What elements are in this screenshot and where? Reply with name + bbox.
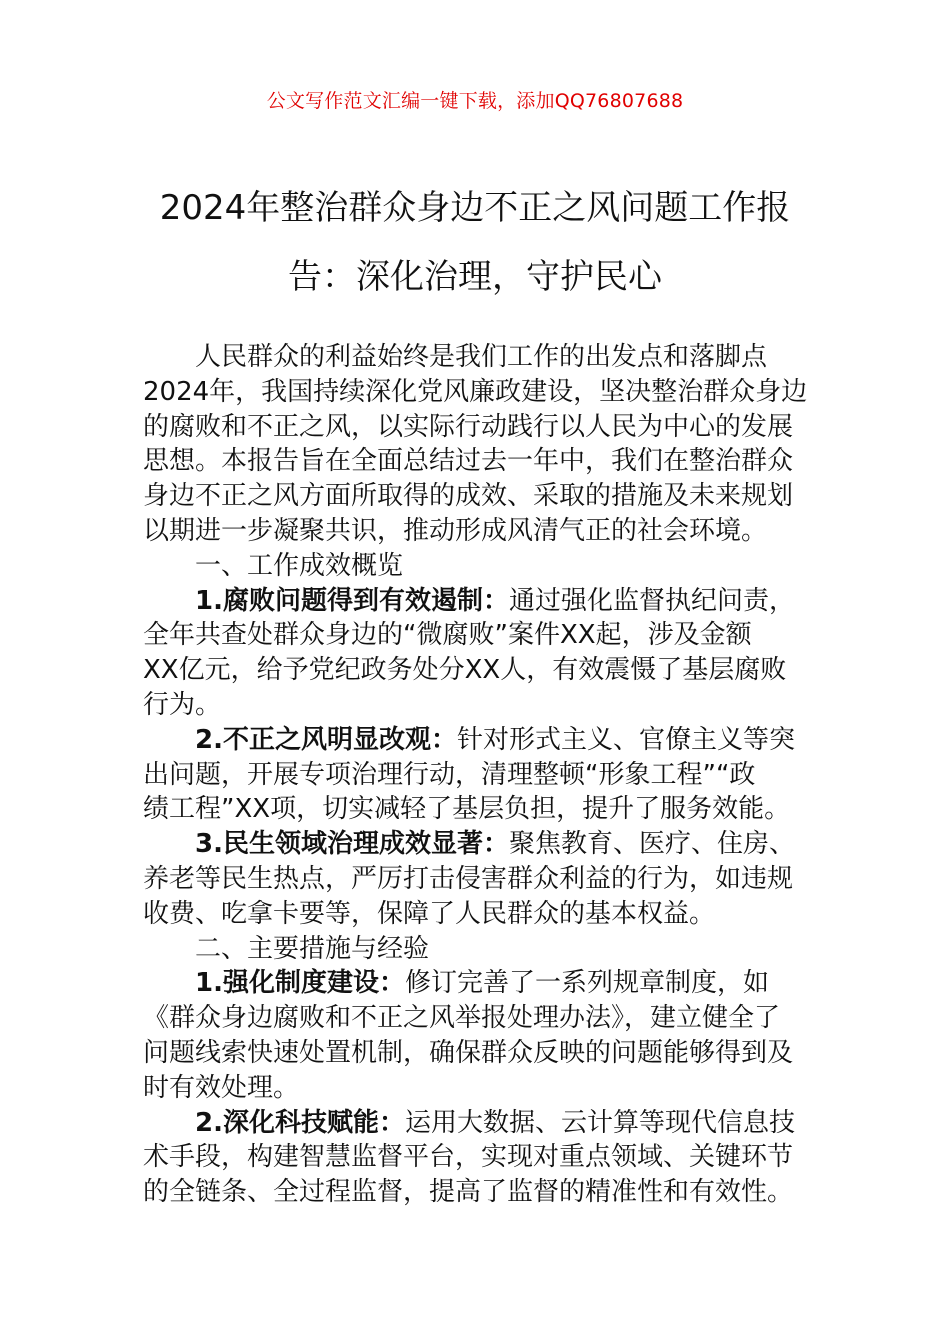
s1-item1-line: 行为。: [143, 689, 222, 720]
s1-item2-first-line: [143, 723, 809, 758]
document-title-line-2: 告：深化治理，守护民心: [288, 257, 662, 297]
s2-item2-lead: 2.深化科技赋能：: [195, 1107, 405, 1138]
s1-item3-line: 养老等民生热点，严厉打击侵害群众利益的行为，如违规: [143, 863, 794, 894]
s2-item1-first-line: [143, 966, 809, 1001]
s2-item1-line: 时有效处理。: [143, 1072, 300, 1103]
s1-item3-text: 聚焦教育、医疗、住房、: [508, 829, 795, 860]
section-heading-2: 二、主要措施与经验: [195, 933, 430, 964]
s2-item2-line: 术手段，构建智慧监督平台，实现对重点领域、关键环节: [143, 1142, 794, 1173]
s1-item2-lead: 2.不正之风明显改观：: [195, 724, 457, 755]
s1-item1-line: XX亿元，给予党纪政务处分XX人，有效震慑了基层腐败: [143, 655, 787, 686]
intro-line: 思想。本报告旨在全面总结过去一年中，我们在整治群众: [143, 446, 794, 477]
s2-item1-line: 问题线索快速处置机制，确保群众反映的问题能够得到及: [143, 1037, 794, 1068]
s1-item3-first-line: [143, 827, 809, 862]
s1-item1-line: 全年共查处群众身边的“微腐败”案件XX起，涉及金额: [143, 620, 752, 651]
s1-item3-lead: 3.民生领域治理成效显著：: [195, 829, 509, 860]
s1-item1-text: 通过强化监督执纪问责，: [508, 585, 795, 616]
s1-item2-line: 绩工程”XX项，切实减轻了基层负担，提升了服务效能。: [143, 794, 791, 825]
s2-item2-line: 的全链条、全过程监督，提高了监督的精准性和有效性。: [143, 1177, 794, 1208]
document-title-line-1: 2024年整治群众身边不正之风问题工作报: [159, 188, 791, 228]
s1-item1-first-line: [143, 584, 809, 619]
s2-item2-first-line: [143, 1106, 809, 1141]
s2-item1-text: 修订完善了一系列规章制度，如: [404, 968, 769, 999]
s1-item2-line: 出问题，开展专项治理行动，清理整顿“形象工程”“政: [143, 759, 756, 790]
intro-line: 人民群众的利益始终是我们工作的出发点和落脚点: [195, 342, 768, 372]
header-note: 公文写作范文汇编一键下载，添加QQ76807688: [266, 90, 684, 112]
s2-item1-line: 《群众身边腐败和不正之风举报处理办法》，建立健全了: [143, 1003, 781, 1034]
s1-item2-text: 针对形式主义、官僚主义等突: [456, 724, 795, 755]
s1-item1-lead: 1.腐败问题得到有效遏制：: [195, 585, 509, 616]
intro-line: 以期进一步凝聚共识，推动形成风清气正的社会环境。: [143, 515, 768, 546]
intro-line: 身边不正之风方面所取得的成效、采取的措施及未来规划: [143, 481, 794, 512]
s1-item3-line: 收费、吃拿卡要等，保障了人民群众的基本权益。: [143, 898, 716, 929]
document-body: [143, 340, 809, 1210]
intro-line: 的腐败和不正之风，以实际行动践行以人民为中心的发展: [143, 411, 794, 442]
intro-line: 2024年，我国持续深化党风廉政建设，坚决整治群众身边: [143, 376, 808, 407]
section-heading-1: 一、工作成效概览: [195, 550, 404, 581]
s2-item1-lead: 1.强化制度建设：: [195, 968, 405, 999]
s2-item2-text: 运用大数据、云计算等现代信息技: [404, 1107, 795, 1138]
